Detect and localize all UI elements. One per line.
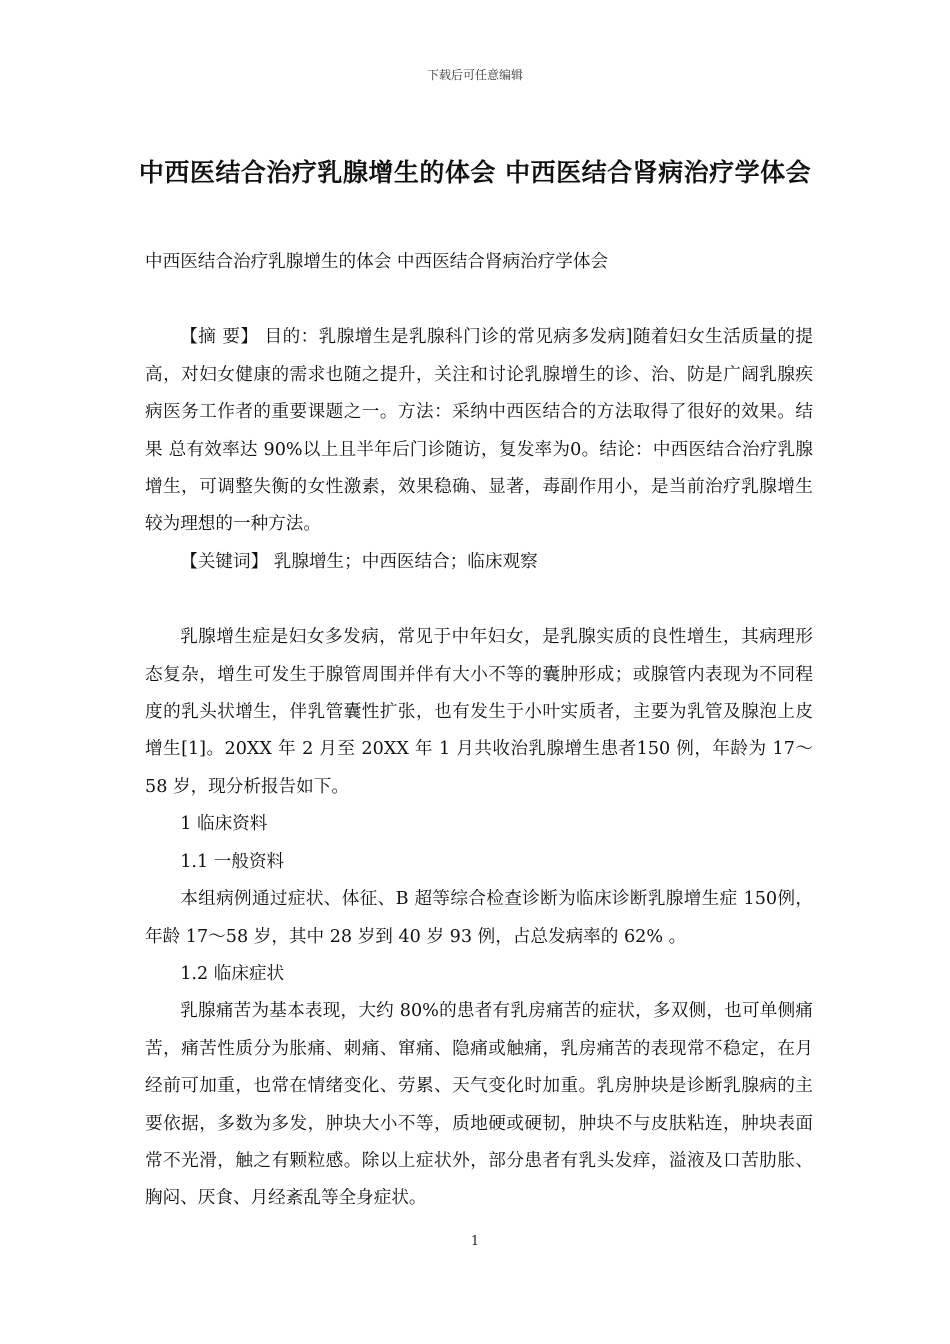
abstract-text: 目的：乳腺增生是乳腺科门诊的常见病多发病]随着妇女生活质量的提高，对妇女健康的需求也随之提升，关注和讨论乳腺增生的诊、治、防是广阔乳腺疾病医务工作者的重要课题之一。方法：采纳中西医结合的方法取得了很好的效果。结果 总有效率达 90%以上且半年后门诊随访，复发率为0。结论：中西医结合治疗乳腺增生，可调整失衡的女性激素，效果稳确、显著，毒副作用小，是当前治疗乳腺增生较为理想的一种方法。 — [145, 327, 814, 535]
header-note: 下载后可任意编辑 — [426, 68, 523, 82]
document-body — [145, 244, 813, 1218]
abstract-paragraph — [145, 319, 813, 543]
intro-paragraph: 乳腺增生症是妇女多发病，常见于中年妇女，是乳腺实质的良性增生，其病理形态复杂，增生可发生于腺管周围并伴有大小不等的囊肿形成；或腺管内表现为不同程度的乳头状增生，伴乳管囊性扩张，也有发生于小叶实质者，主要为乳管及腺泡上皮增生[1]。20XX 年 2 月至 20XX 年 1 月共收治乳腺增生患者150 例，年龄为 17～58 岁，现分析报告如下。 — [145, 627, 813, 797]
keywords-text: 乳腺增生；中西医结合；临床观察 — [268, 551, 538, 572]
section-paragraph-1-1: 本组病例通过症状、体征、B 超等综合检查诊断为临床诊断乳腺增生症 150例，年龄 17～58 岁，其中 28 岁到 40 岁 93 例，占总发病率的 62% 。 — [145, 889, 813, 947]
section-heading-1: 1 临床资料 — [180, 814, 268, 835]
spacer — [145, 281, 813, 319]
spacer — [145, 581, 813, 619]
keywords-paragraph — [145, 544, 813, 581]
keywords-label: 【关键词】 — [180, 551, 269, 572]
section-heading-1-1: 1.1 一般资料 — [180, 851, 285, 872]
section-heading-1-2: 1.2 临床症状 — [180, 963, 285, 984]
section-paragraph-1-2: 乳腺痛苦为基本表现，大约 80%的患者有乳房痛苦的症状，多双侧，也可单侧痛苦，痛苦性质分为胀痛、刺痛、窜痛、隐痛或触痛，乳房痛苦的表现常不稳定，在月经前可加重，也常在情绪变化、劳累、天气变化时加重。乳房肿块是诊断乳腺病的主要依据，多数为多发，肿块大小不等，质地硬或硬韧，肿块不与皮肤粘连，肿块表面常不光滑，触之有颗粒感。除以上症状外，部分患者有乳头发痒，溢液及口苦肋胀、胸闷、厌食、月经紊乱等全身症状。 — [145, 1001, 813, 1209]
document-subtitle: 中西医结合治疗乳腺增生的体会 中西医结合肾病治疗学体会 — [145, 252, 609, 272]
document-title: 中西医结合治疗乳腺增生的体会 中西医结合肾病治疗学体会 — [138, 158, 812, 187]
abstract-label: 【摘 要】 — [180, 327, 259, 348]
page-number: 1 — [470, 1234, 480, 1249]
